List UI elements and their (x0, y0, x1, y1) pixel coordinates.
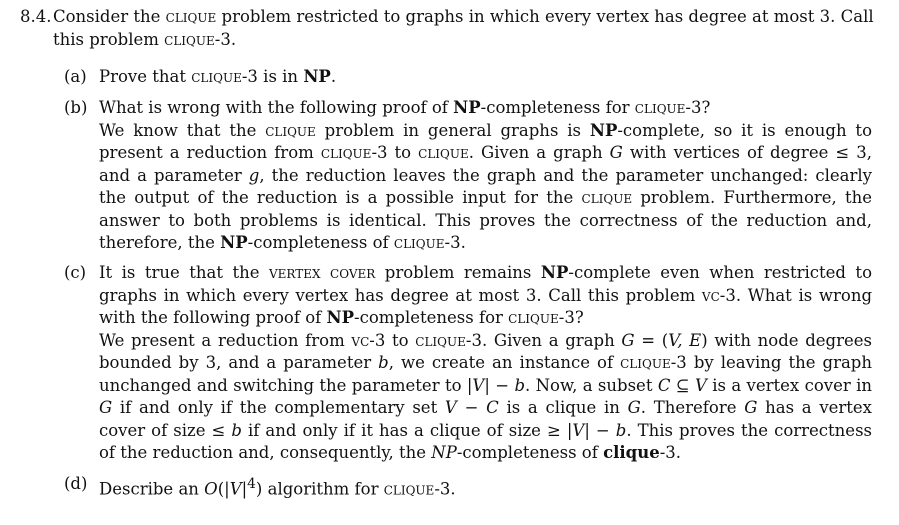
part-d-text: Describe an $O(|V|^4)$ algorithm for clique-3. (99, 476, 456, 499)
problem-statement (20, 6, 880, 51)
part-b (64, 97, 872, 255)
part-d-label: (d) (64, 474, 88, 493)
problem-intro: Consider the clique problem restricted to graphs in which every vertex has degree at most 3. Call this problem clique-3. (53, 7, 874, 49)
part-c-question: It is true that the vertex cover problem remains NP-complete even when restricted to graphs in which every vertex has degree at most 3. Call this problem vc-3. What is wrong with the following proof of NP-completeness for clique-3? (99, 263, 873, 327)
part-c-label: (c) (64, 263, 87, 282)
part-b-question: What is wrong with the following proof of NP-completeness for clique-3? (99, 98, 711, 117)
problem-number: 8.4. (20, 7, 52, 26)
part-d (64, 473, 872, 501)
part-c (64, 262, 872, 465)
part-b-proof: We know that the clique problem in general graphs is NP-complete, so it is enough to present a reduction from clique-3 to clique. Given a graph G with vertices of degree ≤ 3, and a parameter g, the reduction leaves the graph and the parameter unchanged: clearly the output of the reduction is a possible input for the clique problem. Furthermore, the answer to both problems is identical. This proves the correctness of the reduction and, therefore, the NP-completeness of clique-3. (99, 120, 872, 252)
part-b-label: (b) (64, 98, 88, 117)
part-a-text: Prove that clique-3 is in NP. (99, 67, 337, 86)
part-a (64, 66, 872, 89)
part-a-label: (a) (64, 67, 87, 86)
part-c-proof: We present a reduction from vc-3 to clique-3. Given a graph G = (V, E) with node degrees bounded by 3, and a parameter b, we create an instance of clique-3 by leaving the graph unchanged and switching the parameter to |V| − b. Now, a subset C ⊆ V is a vertex cover in G if and only if the complementary set V − C is a clique in G. Therefore G has a vertex cover of size ≤ b if and only if it has a clique of size ≥ |V| − b. This proves the correctness of the reduction and, consequently, the NP-completeness of clique-3. (99, 330, 873, 462)
